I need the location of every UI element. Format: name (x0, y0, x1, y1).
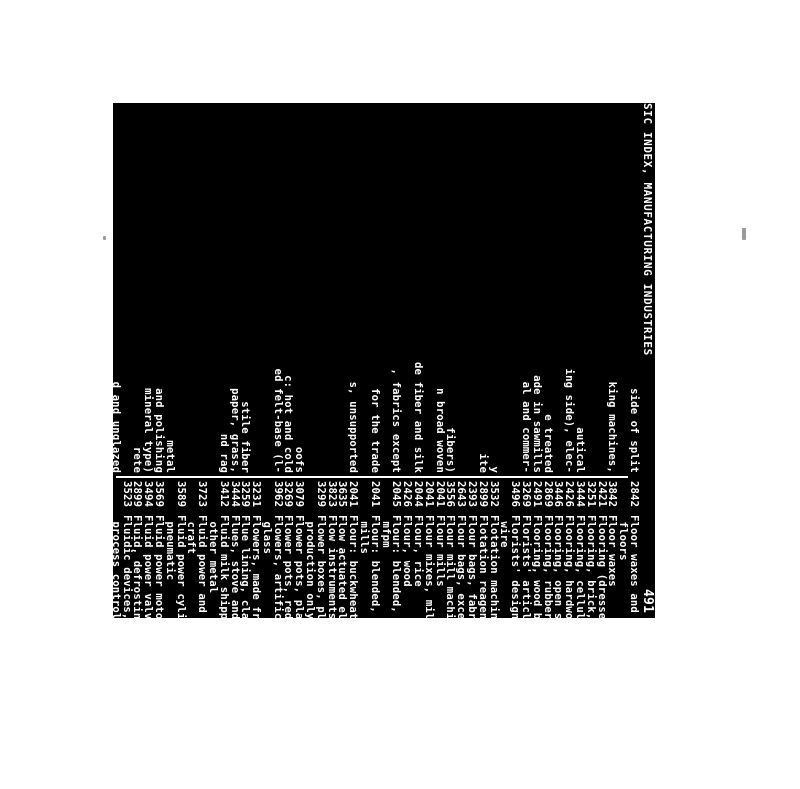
sic-code: 3412 (88, 481, 101, 508)
entry-text: Flooring, wood block: treated (530, 515, 543, 705)
index-entry (509, 481, 522, 764)
sic-code: 3569 (152, 481, 165, 508)
entry-text: process control (109, 515, 122, 620)
index-entry (78, 481, 89, 721)
entry-text: Flour mixes, millss (422, 515, 435, 640)
sic-code: 2041 (368, 481, 381, 508)
index-entry (466, 481, 477, 721)
sic-code: 3251 (584, 481, 597, 508)
left-column-line: and polishing (152, 388, 165, 473)
rotated-page (66, 103, 655, 789)
index-entry (294, 481, 305, 721)
entry-text: wire (498, 515, 511, 548)
left-column-line: metal (163, 440, 176, 473)
entry-text: other metal (206, 515, 219, 594)
index-entry (240, 481, 251, 721)
index-entry (120, 481, 133, 789)
sic-code: 2393 (466, 481, 479, 508)
index-entry (563, 481, 574, 721)
left-column-line (196, 33, 207, 473)
index-entry (401, 481, 412, 721)
entry-text: craft (185, 515, 198, 555)
entry-text: Flour, rice (412, 515, 425, 587)
left-column-line (509, 33, 520, 473)
sic-code: 2045 (390, 481, 403, 508)
entry-text: Flues, stove and furnace: sheet metal (228, 515, 241, 757)
entry-text: floors (617, 515, 630, 561)
index-entry (368, 481, 381, 783)
left-column-line: oofs (293, 446, 306, 473)
index-entry (98, 481, 111, 731)
left-column-line: ite (476, 453, 489, 473)
index-entry (261, 481, 272, 721)
index-entry (325, 481, 338, 783)
left-column-line: ing side), elec- (563, 368, 576, 473)
left-column-line: c: hot and cold (282, 375, 295, 473)
index-entry (380, 481, 391, 721)
index-entry (164, 481, 175, 721)
left-column-line (358, 33, 369, 473)
index-entry (628, 481, 640, 757)
sic-code: 2899 (131, 481, 144, 508)
left-column-line (261, 33, 272, 473)
left-column-line (304, 33, 315, 473)
index-entry (412, 481, 423, 721)
left-column-line: autical (574, 427, 587, 473)
entry-text: Flooring, open steel (grating) (552, 515, 565, 711)
index-entry (271, 481, 284, 783)
index-entry (304, 481, 315, 721)
entry-text: Fluid power valves and fittings (142, 515, 155, 718)
sic-code: 3523 (120, 481, 133, 508)
entry-text: Floor waxes (606, 515, 619, 587)
entry-text: Flour, wood (401, 515, 414, 587)
entry-text: Flooring, hardwood (563, 515, 576, 633)
index-entry (617, 481, 628, 721)
scanned-page (66, 103, 655, 789)
index-entry (228, 481, 241, 757)
page-header (638, 103, 655, 618)
left-column-line: side of split (628, 388, 640, 473)
sic-code: 2426 (563, 481, 576, 508)
left-column-line: y (487, 466, 500, 473)
index-entry (477, 481, 488, 721)
left-column-line: stile fiber (239, 401, 252, 473)
index-entry (196, 481, 209, 777)
sic-code: 2421 (595, 481, 608, 508)
entry-text: mills (358, 515, 371, 555)
entry-text: Flowers, artificial and preserved: except (271, 515, 284, 783)
index-entry (283, 481, 294, 721)
left-column-line: rete (131, 446, 144, 473)
index-entry (207, 481, 218, 721)
sic-code: 2491 (530, 481, 543, 508)
entry-text: Fluid power cylinders, hydraulic and (174, 515, 187, 751)
entry-text: Fluidizer (retarder) for concrete (98, 515, 111, 731)
page-number: 491 (640, 589, 655, 613)
entry-text: Flower pots, plastics (293, 515, 306, 653)
left-column-line: king machines, (606, 381, 619, 473)
sic-code: 3444 (574, 481, 587, 508)
index-entry (445, 481, 456, 721)
sic-code: 3556 (444, 481, 457, 508)
entry-text: Flour bags, fabric: mfpm (466, 515, 479, 672)
index-entry (110, 481, 121, 721)
left-column-line (401, 33, 412, 473)
left-column-line (315, 33, 326, 473)
index-entry (88, 481, 99, 721)
entry-text: Flooring (dressed lumber), softwood (595, 515, 608, 744)
entry-text: mfpm (379, 515, 392, 548)
left-column-line: paper, grass, (228, 388, 241, 473)
column-rule (116, 476, 628, 478)
index-entry (217, 481, 230, 777)
sic-code: 3444 (228, 481, 241, 508)
left-column-line (207, 33, 218, 473)
sic-code: 3612 (66, 481, 79, 508)
entry-text: Flotation machinery (mining machinery) (487, 515, 500, 764)
entry-text: glass (260, 515, 273, 555)
entry-text: Flue lining, clay (239, 515, 252, 626)
index-entry (487, 481, 500, 764)
left-column-line (337, 33, 348, 473)
index-entry (542, 481, 553, 721)
index-entry (434, 481, 445, 721)
entry-text: Fluid, defrosting (131, 515, 144, 626)
entry-text: Fluidic devices, circuits, and systems for (120, 515, 133, 789)
left-column-line (596, 33, 607, 473)
entry-text: Flower boxes, plaster of paris: factory (314, 515, 327, 770)
entry-text: production only (304, 515, 317, 620)
entry-text: Flooring, brick, clay (584, 515, 597, 653)
left-column-line (326, 33, 337, 473)
left-column-line: , fabrics except (390, 368, 403, 473)
entry-text: Flooring, cellular steel (574, 515, 587, 672)
entry-text: Flooring, rubber: tile or sheet (541, 515, 554, 718)
sic-code: 3842 (606, 481, 619, 508)
index-entry (595, 481, 608, 744)
index-entry (250, 481, 263, 737)
index-entry (186, 481, 197, 721)
left-column-line: mineral type) (142, 388, 155, 473)
left-column-line: ade in sawmills (530, 375, 543, 473)
left-column (99, 33, 639, 473)
left-column-line (455, 33, 466, 473)
index-entry (585, 481, 596, 721)
sic-code: 2899 (476, 481, 489, 508)
left-column-line (499, 33, 510, 473)
entry-text: Flowers, made from purchased glass (250, 515, 263, 737)
scan-speck (742, 228, 746, 240)
left-column-line (617, 33, 628, 473)
left-column-line: for the trade (368, 388, 381, 473)
sic-code: 3231 (250, 481, 263, 508)
entry-text: Fluid power and control components, air- (196, 515, 209, 777)
sic-code: 2426 (401, 481, 414, 508)
left-column-line: s, unsupported (347, 381, 360, 473)
entry-text: pneumatic (163, 515, 176, 581)
sic-code: 3962 (271, 481, 284, 508)
left-column-line: e treated (541, 414, 554, 473)
left-column-line: d and unglazed (109, 381, 122, 473)
left-column-line: de fiber and silk (412, 362, 425, 473)
sic-code: 3494 (142, 481, 155, 508)
sic-code: 3723 (196, 481, 209, 508)
index-entry (142, 481, 153, 721)
left-column-line (380, 33, 391, 473)
left-column-line: nd rag (217, 433, 230, 473)
sic-code: 3532 (487, 481, 500, 508)
left-column-line (186, 33, 197, 473)
left-column-line (553, 33, 564, 473)
sic-code: 3299 (314, 481, 327, 508)
index-entry (67, 481, 78, 721)
left-column-line (175, 33, 186, 473)
sic-code: 2044 (412, 481, 425, 508)
index-entry (174, 481, 187, 751)
index-entry (531, 481, 542, 721)
entry-text: Flour: blended, prepared, or self-rising— (390, 515, 403, 783)
sic-code: 3259 (239, 481, 252, 508)
index-entry (553, 481, 564, 721)
index-entry (358, 481, 369, 721)
sic-code: 2842 (628, 481, 640, 508)
sic-code: 2041 (433, 481, 446, 508)
left-column-line: al and commer- (520, 381, 533, 473)
sic-code: 3269 (520, 481, 533, 508)
entry-text: Flour mill machinery (444, 515, 457, 646)
index-entry (390, 481, 403, 783)
entry-text: Flumes, sheet metal (77, 515, 90, 640)
sic-code: 3444 (77, 481, 90, 508)
left-column-line: fibers) (444, 427, 457, 473)
left-column-line (585, 33, 596, 473)
entry-text: Florists' designs, made from purchased (509, 515, 522, 764)
sic-code: 2041 (422, 481, 435, 508)
right-column (66, 481, 640, 789)
index-entry (153, 481, 164, 721)
entry-text: Fluid milk shipping containers, steel or (217, 515, 230, 777)
entry-text: Flumes, metal plate (88, 515, 101, 640)
entry-text: Flour mills (433, 515, 446, 587)
entry-text: Floor waxes and polishers, household: (628, 515, 640, 757)
sic-code: 2643 (455, 481, 468, 508)
left-column-line (121, 33, 132, 473)
left-column-line: o (98, 466, 111, 473)
index-entry (455, 481, 466, 721)
index-entry (574, 481, 585, 721)
entry-text: Fluid power motors (152, 515, 165, 633)
left-column-line (250, 33, 261, 473)
sic-code: 3635 (336, 481, 349, 508)
entry-text: Flour: blended, prepared, or self-rising— (368, 515, 381, 783)
entry-text: Flow actuated electrical switches (336, 515, 349, 731)
entry-text: Flower pots, red earthenware (282, 515, 295, 698)
left-column-line: ed felt-base (l- (271, 368, 284, 473)
index-entry (347, 481, 360, 764)
sic-code: 2869 (541, 481, 554, 508)
entry-text: Florists' articles, red earthenware (520, 515, 533, 744)
running-head: SIC INDEX, MANUFACTURING INDUSTRIES (641, 103, 654, 356)
index-entry (607, 481, 618, 721)
entry-text: Fluorescent ballasts (66, 515, 79, 646)
sic-code: 3589 (174, 481, 187, 508)
sic-code: 3823 (325, 481, 338, 508)
index-entry (336, 481, 349, 731)
sic-code: 3496 (509, 481, 522, 508)
index-entry (520, 481, 533, 744)
entry-text: Flour: buckwheat, corn, rye, and wheat (347, 515, 360, 764)
sic-code: 2041 (347, 481, 360, 508)
left-column-line (466, 33, 477, 473)
index-entry (314, 481, 327, 770)
entry-text: Flotation reagents (476, 515, 489, 633)
left-column-line (423, 33, 434, 473)
sic-code: 3269 (282, 481, 295, 508)
sic-code: 3412 (217, 481, 230, 508)
left-column-line: n broad woven (433, 388, 446, 473)
index-entry (499, 481, 510, 721)
sic-code: 2899 (98, 481, 111, 508)
sic-code: 3079 (293, 481, 306, 508)
entry-text: Flour bags, except fabric: mfpm (455, 515, 468, 718)
index-entry (132, 481, 143, 721)
sic-code: 3446 (552, 481, 565, 508)
index-entry (423, 481, 434, 721)
entry-text: Flow instruments, industrial process type (325, 515, 338, 783)
